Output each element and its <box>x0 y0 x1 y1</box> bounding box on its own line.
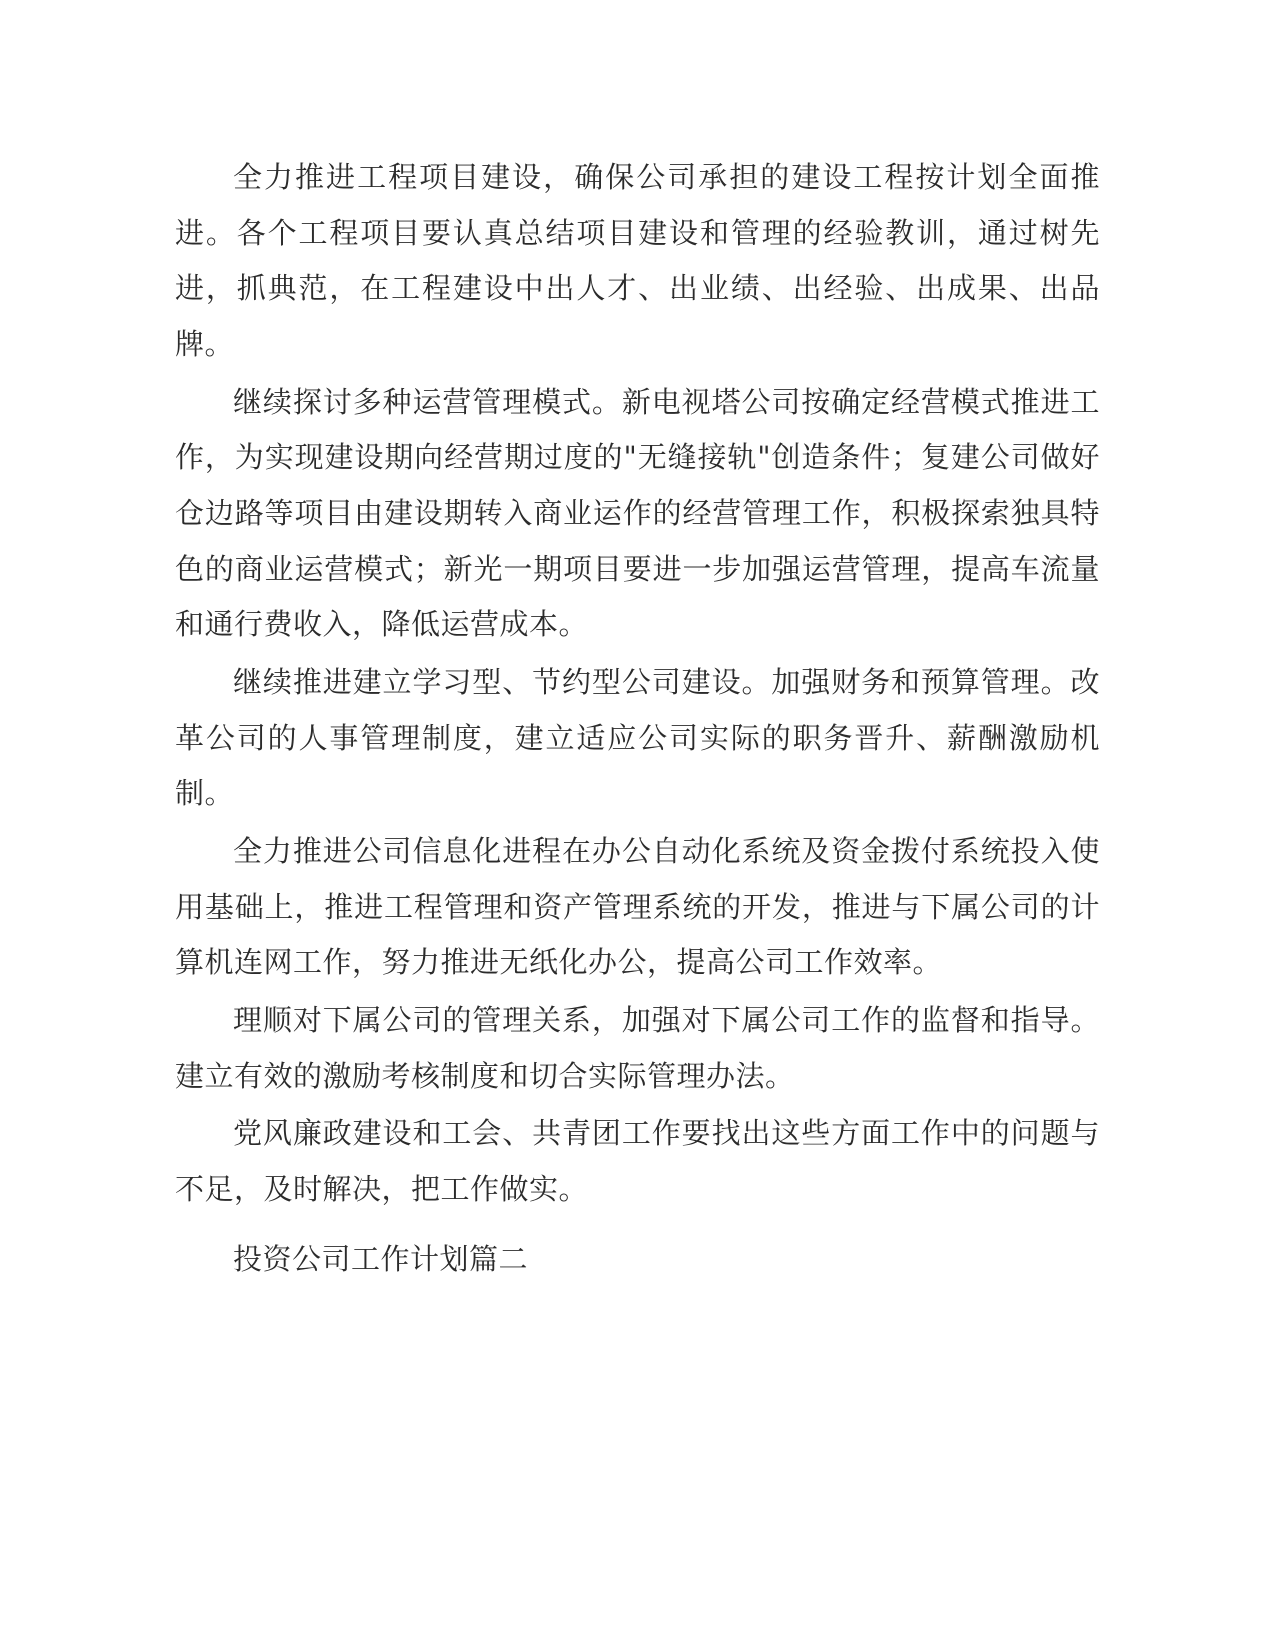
paragraph-4: 全力推进公司信息化进程在办公自动化系统及资金拨付系统投入使用基础上，推进工程管理和资产管理系统的开发，推进与下属公司的计算机连网工作，努力推进无纸化办公，提高公司工作效率。 <box>175 834 1100 980</box>
paragraph-1: 全力推进工程项目建设，确保公司承担的建设工程按计划全面推进。各个工程项目要认真总结项目建设和管理的经验教训，通过树先进，抓典范，在工程建设中出人才、出业绩、出经验、出成果、出品牌。 <box>175 160 1100 362</box>
paragraph-3: 继续推进建立学习型、节约型公司建设。加强财务和预算管理。改革公司的人事管理制度，建立适应公司实际的职务晋升、薪酬激励机制。 <box>175 665 1100 811</box>
paragraph-2: 继续探讨多种运营管理模式。新电视塔公司按确定经营模式推进工作，为实现建设期向经营期过度的"无缝接轨"创造条件；复建公司做好仓边路等项目由建设期转入商业运作的经营管理工作，积极探索独具特色的商业运营模式；新光一期项目要进一步加强运营管理，提高车流量和通行费收入，降低运营成本。 <box>175 384 1100 642</box>
section-heading: 投资公司工作计划篇二 <box>233 1241 529 1276</box>
paragraph-6: 党风廉政建设和工会、共青团工作要找出这些方面工作中的问题与不足，及时解决，把工作做实。 <box>175 1116 1100 1207</box>
paragraph-5: 理顺对下属公司的管理关系，加强对下属公司工作的监督和指导。建立有效的激励考核制度和切合实际管理办法。 <box>175 1003 1100 1093</box>
document-body <box>175 150 1100 1287</box>
